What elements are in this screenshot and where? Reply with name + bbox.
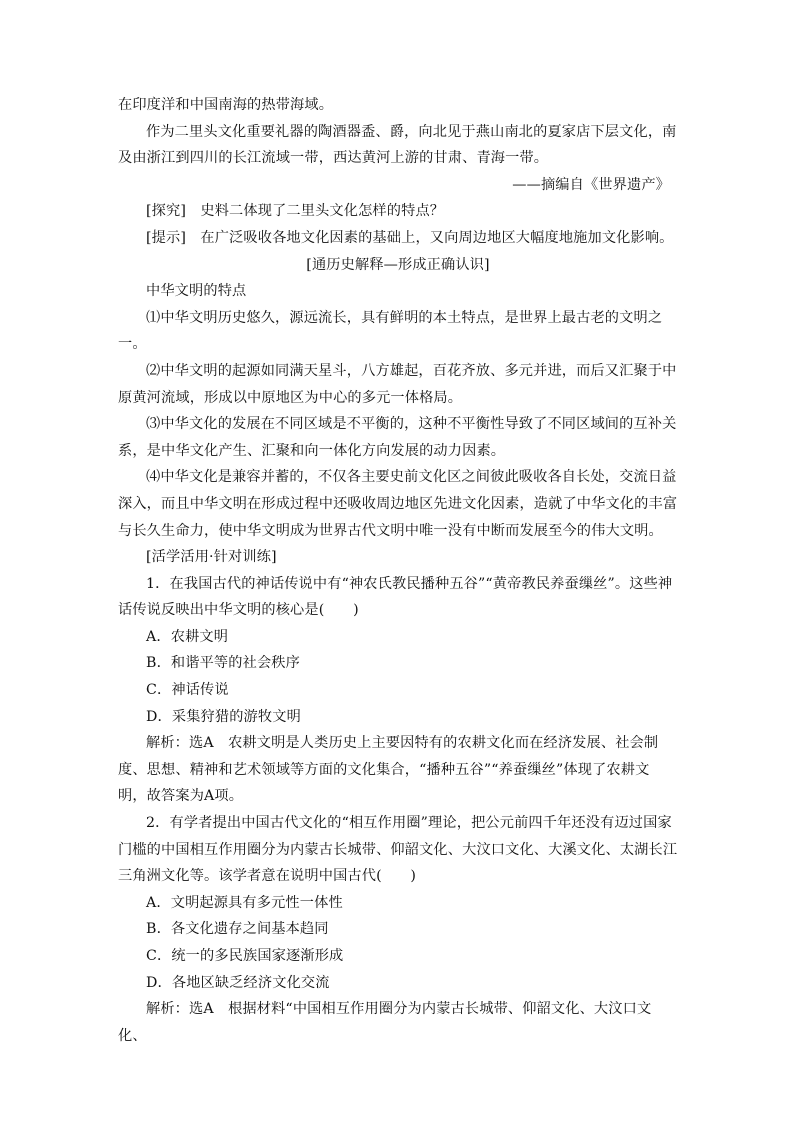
text-paragraph: 作为二里头文化重要礼器的陶酒器盉、爵，向北见于燕山南北的夏家店下层文化，南及由浙江到四川的长江流域一带，西达黄河上游的甘肃、青海一带。 [118, 123, 677, 167]
feature-item-1: ⑴中华文明历史悠久，源远流长，具有鲜明的本土特点，是世界上最古老的文明之一。 [118, 309, 663, 353]
practice-heading: [活学活用·针对训练] [146, 549, 277, 566]
option-b: B．和谐平等的社会秩序 [146, 655, 300, 672]
option-a: A．文明起源具有多元性一体性 [146, 894, 343, 911]
question-1: 1．在我国古代的神话传说中有“神农氏教民播种五谷”“黄帝教民养蚕缫丝”。这些神话传说反映出中华文明的核心是( ) [118, 575, 673, 619]
option-d: D．采集狩猎的游牧文明 [146, 708, 301, 725]
topic-title: 中华文明的特点 [146, 283, 247, 300]
analysis-1: 解析：选A 农耕文明是人类历史上主要因特有的农耕文化而在经济发展、社会制度、思想、精神和艺术领域等方面的文化集合，“播种五谷”“养蚕缫丝”体现了农耕文明，故答案为A项。 [118, 735, 659, 805]
option-c: C．神话传说 [146, 682, 229, 699]
analysis-2: 解析：选A 根据材料“中国相互作用圈分为内蒙古长城带、仰韶文化、大汶口文化、 [118, 1001, 652, 1044]
source-citation: ——摘编自《世界遗产》 [512, 176, 670, 193]
feature-item-3: ⑶中华文化的发展在不同区域是不平衡的，这种不平衡性导致了不同区域间的互补关系，是中华文化产生、汇聚和向一体化方向发展的动力因素。 [118, 416, 677, 459]
explore-question: [探究] 史料二体现了二里头文化怎样的特点？ [146, 203, 445, 220]
option-a: A．农耕文明 [146, 628, 229, 645]
question-2: 2．有学者提出中国古代文化的“相互作用圈”理论，把公元前四千年还没有迈过国家门槛的中国相互作用圈分为内蒙古长城带、仰韶文化、大汶口文化、大溪文化、太湖长江三角洲文化等。该学者意在说明中国古代( ) [118, 815, 678, 885]
feature-item-4: ⑷中华文化是兼容并蓄的，不仅各主要史前文化区之间彼此吸收各自长处，交流日益深入，而且中华文明在形成过程中还吸收周边地区先进文化因素，造就了中华文化的丰富与长久生命力，使中华文明成为世界古代文明中唯一没有中断而发展至今的伟大文明。 [118, 469, 678, 539]
feature-item-2: ⑵中华文明的起源如同满天星斗，八方雄起，百花齐放、多元并进，而后又汇聚于中原黄河流域，形成以中原地区为中心的多元一体格局。 [118, 362, 677, 406]
option-d: D．各地区缺乏经济文化交流 [146, 974, 330, 991]
hint-answer: [提示] 在广泛吸收各地文化因素的基础上，又向周边地区大幅度地施加文化影响。 [146, 229, 674, 246]
section-heading: [通历史解释—形成正确认识] [306, 256, 490, 273]
text-line: 在印度洋和中国南海的热带海域。 [118, 97, 334, 113]
document-body [118, 92, 678, 1049]
option-b: B．各文化遗存之间基本趋同 [146, 921, 329, 938]
option-c: C．统一的多民族国家逐渐形成 [146, 948, 344, 964]
